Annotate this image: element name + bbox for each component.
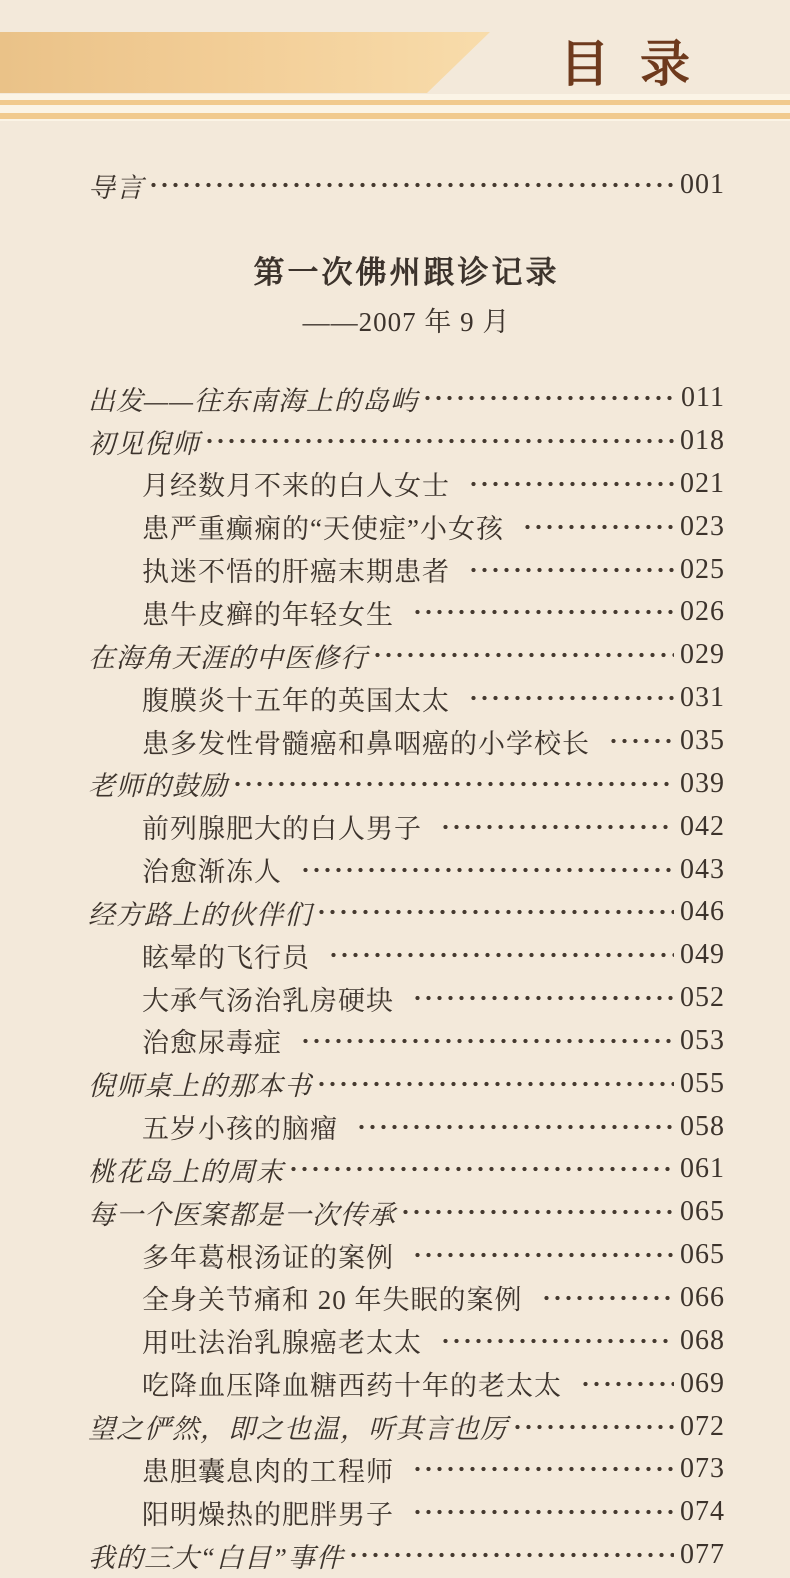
dot-leader	[316, 1062, 674, 1105]
entry-label: 每一个医案都是一次传承	[88, 1199, 396, 1230]
toc-entry	[88, 1491, 725, 1534]
entry-page-number: 069	[680, 1367, 725, 1399]
toc-entry	[88, 1448, 725, 1491]
entry-label: 大承气汤治乳房硬块	[142, 985, 394, 1016]
dot-leader	[348, 1534, 674, 1577]
dot-leader	[468, 677, 674, 720]
entry-label: 在海角天涯的中医修行	[88, 642, 368, 673]
toc-entry	[88, 848, 725, 891]
entry-label: 五岁小孩的脑瘤	[142, 1114, 338, 1145]
entry-page-number: 058	[680, 1110, 725, 1142]
entry-page-number: 001	[680, 169, 725, 201]
entry-label: 腹膜炎十五年的英国太太	[142, 685, 450, 716]
dot-leader	[412, 1234, 674, 1277]
toc-entry	[88, 548, 725, 591]
dot-leader	[541, 1277, 675, 1320]
section-subtitle: ——2007 年 9 月	[302, 306, 511, 337]
entry-page-number: 029	[680, 639, 725, 671]
entry-page-number: 046	[680, 896, 725, 928]
entry-label: 患多发性骨髓癌和鼻咽癌的小学校长	[142, 728, 590, 759]
dot-leader	[468, 463, 674, 506]
entry-label: 倪师桌上的那本书	[88, 1071, 312, 1102]
toc-entry	[88, 1191, 725, 1234]
entry-label: 患胆囊息肉的工程师	[142, 1456, 394, 1487]
toc-entry	[88, 1534, 725, 1577]
toc-entry	[88, 677, 725, 720]
entry-page-number: 026	[680, 596, 725, 628]
dot-leader	[412, 1448, 674, 1491]
dot-leader	[148, 164, 674, 207]
page-title: 目 录	[559, 36, 690, 92]
dot-leader	[422, 377, 675, 420]
entry-label: 全身关节痛和 20 年失眠的案例	[142, 1285, 523, 1316]
dot-leader	[232, 762, 674, 805]
toc-entry	[88, 591, 725, 634]
section-heading	[88, 253, 725, 337]
entry-label: 前列腺肥大的白人男子	[142, 814, 422, 845]
entry-page-number: 011	[681, 382, 725, 414]
dot-leader	[440, 1319, 674, 1362]
dot-leader	[288, 1148, 674, 1191]
toc-entry	[88, 505, 725, 548]
entry-label: 我的三大“白目”事件	[88, 1542, 345, 1573]
gold-rule-bottom	[0, 113, 790, 119]
entry-label: 患牛皮癣的年轻女生	[142, 599, 394, 630]
entry-page-number: 074	[680, 1496, 725, 1528]
toc-entry	[88, 720, 725, 763]
dot-leader	[608, 720, 674, 763]
entry-page-number: 077	[680, 1539, 725, 1571]
entry-page-number: 023	[680, 510, 725, 542]
dot-leader	[412, 591, 674, 634]
entry-page-number: 066	[680, 1281, 725, 1313]
toc-entry	[88, 420, 725, 463]
toc-entry	[88, 1405, 725, 1448]
entry-page-number: 049	[680, 939, 725, 971]
decorative-ribbon	[0, 32, 490, 93]
entry-label: 多年葛根汤证的案例	[142, 1242, 394, 1273]
entry-label: 用吐法治乳腺癌老太太	[142, 1328, 422, 1359]
entry-page-number: 061	[680, 1153, 725, 1185]
toc-entry	[88, 805, 725, 848]
entry-page-number: 072	[680, 1410, 725, 1442]
entry-label: 执迷不悟的肝癌末期患者	[142, 557, 450, 588]
toc-list	[88, 377, 725, 1577]
entry-label: 月经数月不来的白人女士	[142, 471, 450, 502]
entry-page-number: 018	[680, 425, 725, 457]
entry-label: 出发——往东南海上的岛屿	[88, 385, 419, 416]
entry-label: 初见倪师	[88, 428, 200, 459]
toc-entry	[88, 1319, 725, 1362]
dot-leader	[440, 805, 674, 848]
dot-leader	[300, 1020, 674, 1063]
dot-leader	[356, 1105, 674, 1148]
entry-page-number: 039	[680, 767, 725, 799]
header-banner	[0, 0, 790, 120]
entry-page-number: 065	[680, 1196, 725, 1228]
entry-page-number: 035	[680, 725, 725, 757]
toc-entry	[88, 934, 725, 977]
toc-entry	[88, 762, 725, 805]
entry-label: 眩晕的飞行员	[142, 942, 310, 973]
toc-entry	[88, 634, 725, 677]
toc-entry	[88, 463, 725, 506]
dot-leader	[580, 1362, 674, 1405]
dot-leader	[412, 1491, 674, 1534]
gold-rule-top	[0, 100, 790, 105]
entry-page-number: 043	[680, 853, 725, 885]
toc-entry	[88, 377, 725, 420]
entry-page-number: 065	[680, 1239, 725, 1271]
dot-leader	[204, 420, 674, 463]
dot-leader	[468, 548, 674, 591]
entry-label: 治愈渐冻人	[142, 857, 282, 888]
toc-entry	[88, 1148, 725, 1191]
entry-page-number: 021	[680, 467, 725, 499]
dot-leader	[400, 1191, 674, 1234]
dot-leader	[300, 848, 674, 891]
entry-page-number: 042	[680, 810, 725, 842]
toc-entry	[88, 1362, 725, 1405]
toc-entry	[88, 1020, 725, 1063]
entry-label: 吃降血压降血糖西药十年的老太太	[142, 1371, 562, 1402]
toc-entry	[88, 1105, 725, 1148]
entry-label: 导言	[88, 172, 144, 203]
toc-entry	[88, 1277, 725, 1320]
entry-page-number: 052	[680, 982, 725, 1014]
entry-label: 望之俨然，即之也温，听其言也厉	[88, 1414, 508, 1445]
dot-leader	[412, 977, 674, 1020]
entry-page-number: 068	[680, 1324, 725, 1356]
entry-label: 经方路上的伙伴们	[88, 899, 312, 930]
toc-entry	[88, 1062, 725, 1105]
toc-entry	[88, 891, 725, 934]
entry-page-number: 025	[680, 553, 725, 585]
entry-label: 桃花岛上的周末	[88, 1156, 284, 1187]
entry-page-number: 031	[680, 682, 725, 714]
entry-label: 阳明燥热的肥胖男子	[142, 1499, 394, 1530]
section-title: 第一次佛州跟诊记录	[253, 254, 560, 290]
entry-page-number: 055	[680, 1067, 725, 1099]
dot-leader	[522, 505, 674, 548]
entry-label: 患严重癫痫的“天使症”小女孩	[142, 514, 504, 545]
dot-leader	[328, 934, 674, 977]
entry-page-number: 073	[680, 1453, 725, 1485]
entry-page-number: 053	[680, 1024, 725, 1056]
dot-leader	[372, 634, 674, 677]
toc-entry	[88, 1234, 725, 1277]
toc-entry-intro	[88, 164, 725, 207]
entry-label: 老师的鼓励	[88, 771, 228, 802]
entry-label: 治愈尿毒症	[142, 1028, 282, 1059]
toc-content	[0, 164, 790, 1576]
dot-leader	[512, 1405, 674, 1448]
dot-leader	[316, 891, 674, 934]
toc-entry	[88, 977, 725, 1020]
